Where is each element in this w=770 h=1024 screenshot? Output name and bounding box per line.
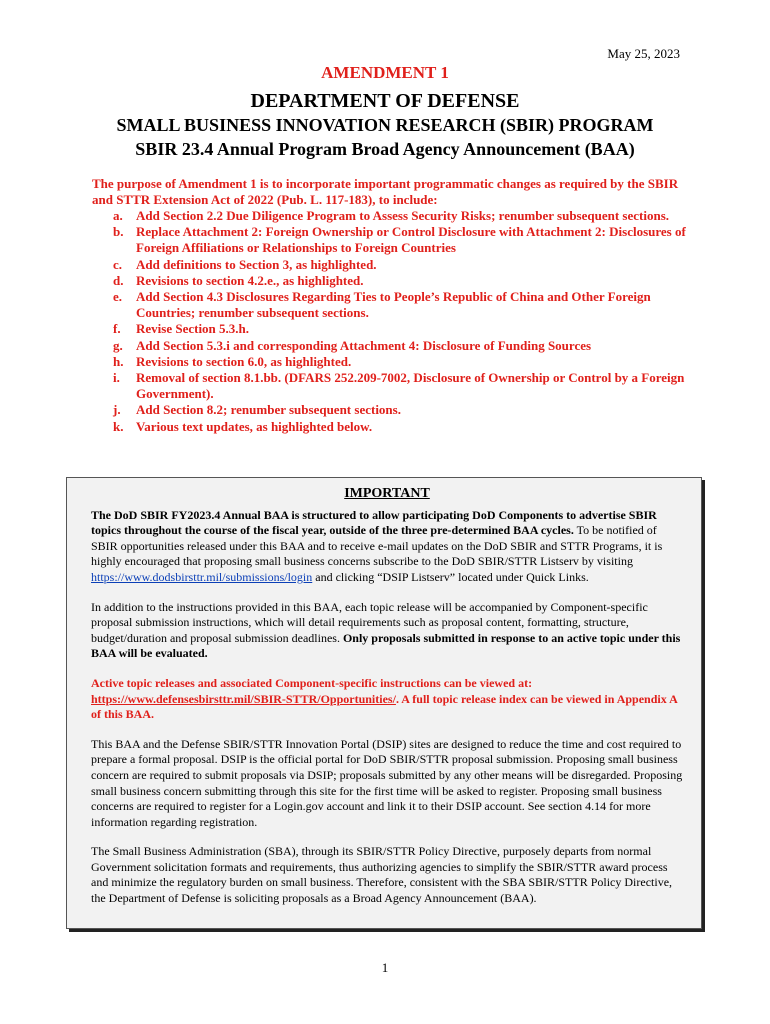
list-item bbox=[113, 257, 698, 273]
bold-text: The DoD SBIR FY2023.4 Annual BAA is structured to allow participating DoD Components to advertise SBIR topics throughout the course of the fiscal year, outside of the three pre-determined BAA cycles. bbox=[91, 507, 657, 538]
list-item-text: Add Section 2.2 Due Diligence Program to Assess Security Risks; renumber subsequent sections. bbox=[136, 208, 670, 223]
list-marker: g. bbox=[113, 337, 123, 353]
list-item-text: Add definitions to Section 3, as highlighted. bbox=[136, 256, 377, 272]
list-item bbox=[113, 402, 698, 418]
list-marker: j. bbox=[113, 402, 121, 418]
list-item-text: Revise Section 5.3.h. bbox=[136, 321, 250, 337]
list-item-text: Various text updates, as highlighted below. bbox=[136, 418, 373, 434]
list-marker: h. bbox=[113, 353, 124, 369]
list-marker: a. bbox=[113, 208, 123, 223]
important-box bbox=[66, 477, 702, 929]
important-paragraph-5: The Small Business Administration (SBA), through its SBIR/STTR Policy Directive, purposely departs from normal Government solicitation formats and requirements, thus authorizing agencies to simplify the SBIR/STTR award process and minimize the regulatory burden on small business. Therefore, consistent with the SBA SBIR/STTR Policy Directive, the Department of Defense is soliciting proposals as a Broad Agency Announcement (BAA). bbox=[91, 844, 673, 906]
important-paragraph-3 bbox=[91, 676, 683, 723]
list-item bbox=[113, 338, 698, 354]
list-item bbox=[113, 370, 698, 402]
list-marker: f. bbox=[113, 321, 121, 337]
opportunities-link[interactable]: https://www.defensesbirsttr.mil/SBIR-STTR/Opportunities/ bbox=[91, 691, 396, 706]
list-item bbox=[113, 354, 698, 370]
list-marker: i. bbox=[113, 370, 120, 386]
body-text: . A full topic release index can be viewed in Appendix A of this BAA. bbox=[91, 691, 678, 722]
list-marker: c. bbox=[113, 256, 123, 272]
title-baa: SBIR 23.4 Annual Program Broad Agency Announcement (BAA) bbox=[135, 139, 635, 159]
list-marker: k. bbox=[113, 418, 124, 434]
body-text: To be notified of SBIR opportunities released under this BAA and to receive e-mail updates on the DoD SBIR and STTR Programs, it is highly encouraged that proposing small business concerns subscribe to the DoD SBIR/STTR Listserv by visiting bbox=[91, 523, 663, 569]
list-item-text: Removal of section 8.1.bb. (DFARS 252.209-7002, Disclosure of Ownership or Control by a Foreign Government). bbox=[136, 370, 685, 402]
list-item-text: Revisions to section 4.2.e., as highlighted. bbox=[136, 272, 364, 288]
list-marker: d. bbox=[113, 272, 124, 288]
changes-list bbox=[113, 208, 698, 435]
title-program: SMALL BUSINESS INNOVATION RESEARCH (SBIR) PROGRAM bbox=[116, 115, 654, 135]
list-item bbox=[113, 289, 698, 321]
title-department: DEPARTMENT OF DEFENSE bbox=[250, 90, 520, 112]
bold-text: Only proposals submitted in response to an active topic under this BAA will be evaluated. bbox=[91, 630, 681, 661]
important-paragraph-1 bbox=[91, 508, 683, 586]
list-item bbox=[113, 419, 698, 435]
list-item bbox=[113, 321, 698, 337]
body-text: Active topic releases and associated Component-specific instructions can be viewed at: bbox=[91, 675, 533, 690]
document-date: May 25, 2023 bbox=[607, 46, 680, 61]
list-item-text: Add Section 8.2; renumber subsequent sections. bbox=[136, 402, 401, 418]
body-text: In addition to the instructions provided in this BAA, each topic release will be accompanied by Component-specific proposal submission instructions, which will detail requirements such as proposal content, formatting, structure, budget/duration and proposal submission deadlines. bbox=[91, 599, 648, 645]
list-item-text: Add Section 5.3.i and corresponding Attachment 4: Disclosure of Funding Sources bbox=[136, 337, 592, 353]
list-item-text: Add Section 4.3 Disclosures Regarding Ties to People’s Republic of China and Other Foreign Countries; renumber subsequent sections. bbox=[136, 289, 651, 321]
important-paragraph-4: This BAA and the Defense SBIR/STTR Innovation Portal (DSIP) sites are designed to reduce the time and cost required to prepare a formal proposal. DSIP is the official portal for DoD SBIR/STTR proposal submission. Proposing small business concern are required to submit proposals via DSIP; proposals submitted by any other means will be disregarded. Proposing small business concern submitting through this site for the first time will be asked to register. Proposing small business concerns are required to register for a Login.gov account and link it to their DSIP account. See section 4.14 for more information regarding registration. bbox=[91, 736, 683, 829]
purpose-statement: The purpose of Amendment 1 is to incorporate important programmatic changes as required by the SBIR and STTR Extension Act of 2022 (Pub. L. 117-183), to include: bbox=[92, 176, 679, 207]
important-heading: IMPORTANT bbox=[344, 486, 430, 501]
list-item-text: Replace Attachment 2: Foreign Ownership or Control Disclosure with Attachment 2: Disclosures of Foreign Affiliations or Relationships to Foreign Countries bbox=[136, 224, 686, 256]
important-paragraph-2 bbox=[91, 600, 683, 662]
list-marker: e. bbox=[113, 289, 123, 305]
list-item-text: Revisions to section 6.0, as highlighted. bbox=[136, 353, 352, 369]
page-number: 1 bbox=[381, 960, 389, 975]
dsip-login-link[interactable]: https://www.dodsbirsttr.mil/submissions/login bbox=[91, 569, 313, 584]
body-text: and clicking “DSIP Listserv” located under Quick Links. bbox=[312, 569, 589, 584]
amendment-heading: AMENDMENT 1 bbox=[321, 63, 449, 82]
list-item bbox=[113, 208, 698, 224]
list-item bbox=[113, 273, 698, 289]
list-item bbox=[113, 224, 698, 256]
list-marker: b. bbox=[113, 224, 124, 240]
